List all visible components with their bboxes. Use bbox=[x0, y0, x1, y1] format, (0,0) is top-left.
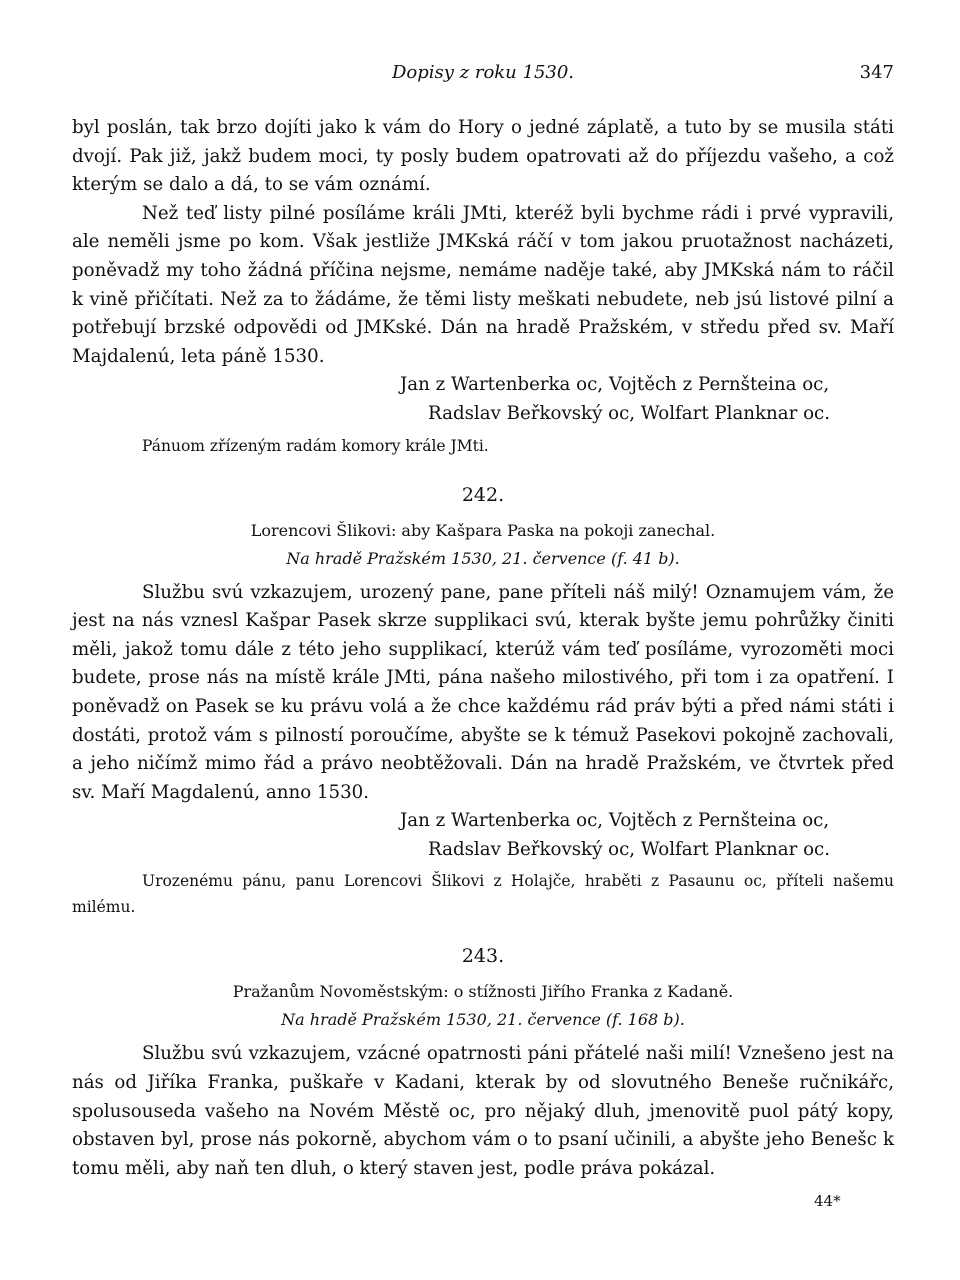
page-header bbox=[72, 62, 894, 88]
letter-regest: Pražanům Novoměstským: o stížnosti Jiřího Franka z Kadaně. bbox=[232, 982, 734, 1002]
continuation-paragraph-2: Než teď listy pilné posíláme králi JMti, kteréž byli bychme rádi i prvé vypravili, ale neměli jsme po kom. Však jestliže JMKská ráčí v tom jakou pruotažnost nacházeti, poněvadž my toho žádná příčina nejsme, nemáme naděje také, aby JMKská nám to ráčil k vině přičítati. Než za to žádáme, že těmi listy meškati nebudete, neb jsú listové pilní a potřebují brzské odpovědi od JMKské. Dán na hradě Pražském, v středu před sv. Maří Majdalenú, leta páně 1530. bbox=[72, 202, 894, 367]
address-line: Pánuom zřízeným radám komory krále JMti. bbox=[142, 436, 489, 455]
letter-number: 242. bbox=[461, 483, 505, 506]
running-title: Dopisy z roku 1530. bbox=[391, 62, 575, 83]
letter-date: Na hradě Pražském 1530, 21. července (f. 41 b). bbox=[286, 548, 680, 568]
letter-body: Službu svú vzkazujem, vzácné opatrnosti páni přátelé naši milí! Vznešeno jest na nás od Jiříka Franka, puškaře v Kadani, kterak by od slovutného Beneše ručnikářc, spolusouseda vašeho na Novém Městě oc, pro nějaký dluh, jmenovitě puol pátý kopy, obstaven byl, prose nás pokorně, abychom vám o to psaní učinili, a abyšte jeho Benešc k tomu měli, aby naň ten dluh, o který staven jest, podle práva pokázal. bbox=[72, 1043, 894, 1179]
letter-number: 243. bbox=[461, 945, 505, 968]
signature-line: Radslav Beřkovský oc, Wolfart Planknar oc. bbox=[428, 402, 830, 424]
letter-body: Službu svú vzkazujem, urozený pane, pane příteli náš milý! Oznamujem vám, že jest na nás vznesl Kašpar Pasek skrze supplikaci svú, kterak byšte jemu pohrůžky činiti měli, jakož tomu dále z této jeho supplikací, kterúž vám teď posíláme, vyrozoměti moci budete, prose nás na místě krále JMti, pána našeho milostivého, při tom i za opatření. I poněvadž on Pasek se ku právu volá a že chce každému rád práv býti a před námi státi i dostáti, protož vám s pilností poroučíme, abyšte se k témuž Pasekovi pokojně zachovali, a jeho ničímž mimo řád a právo neobtěžovali. Dán na hradě Pražském, ve čtvrtek před sv. Maří Magdalenú, anno 1530. bbox=[72, 581, 894, 803]
letter-regest: Lorencovi Šlikovi: aby Kašpara Paska na pokoji zanechal. bbox=[250, 520, 716, 540]
signature-line: Jan z Wartenberka oc, Vojtěch z Pernšteina oc, bbox=[400, 810, 830, 832]
signature-line: Radslav Beřkovský oc, Wolfart Planknar oc. bbox=[428, 838, 830, 860]
main-text bbox=[72, 114, 894, 1183]
address-line: Urozenému pánu, panu Lorencovi Šlikovi z Holajče, hraběti z Pasaunu oc, příteli našemu milému. bbox=[72, 872, 894, 917]
letter-242 bbox=[72, 481, 894, 921]
letter-date: Na hradě Pražském 1530, 21. července (f. 168 b). bbox=[281, 1010, 685, 1030]
signature-line: Jan z Wartenberka oc, Vojtěch z Pernšteina oc, bbox=[400, 374, 830, 396]
letter-243 bbox=[72, 942, 894, 1183]
sheet-signature: 44* bbox=[814, 1192, 841, 1210]
page-number: 347 bbox=[859, 62, 894, 83]
continuation-paragraph: byl poslán, tak brzo dojíti jako k vám do Hory o jedné záplatě, a tuto by se musila státi dvojí. Pak již, jakž budem moci, ty posly budem opatrovati až do příjezdu vašeho, a což kterým se dalo a dá, to se vám oznámí. bbox=[72, 117, 894, 196]
